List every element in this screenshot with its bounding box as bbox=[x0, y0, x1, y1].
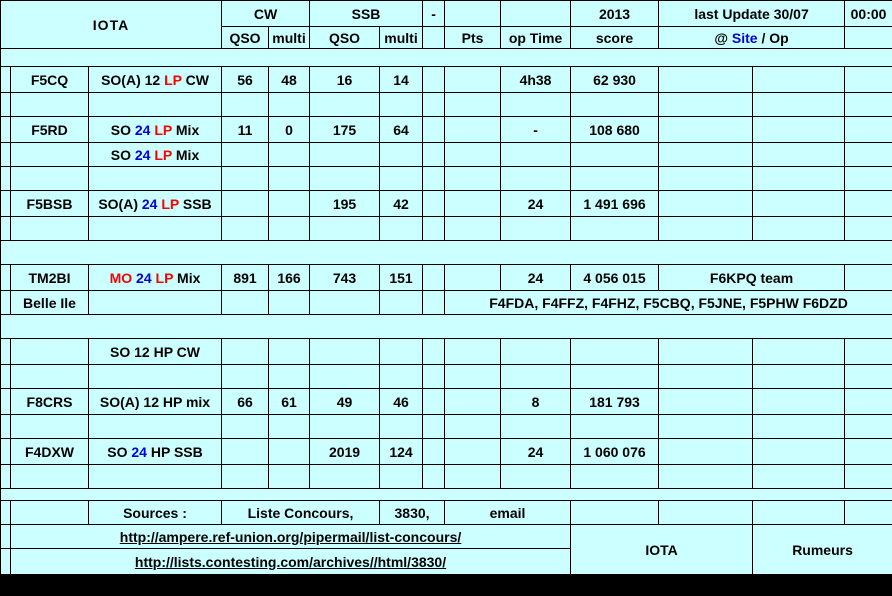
pts-header: Pts bbox=[445, 27, 501, 49]
cw-qso: 66 bbox=[222, 389, 269, 415]
callsign-f5bsb: F5BSB bbox=[11, 191, 89, 217]
empty-row bbox=[1, 93, 892, 117]
cw-qso: 56 bbox=[222, 67, 269, 93]
separator-row bbox=[1, 49, 892, 67]
update-time: 00:00 bbox=[845, 1, 892, 27]
op-time: 4h38 bbox=[501, 67, 571, 93]
source-email: email bbox=[445, 501, 571, 525]
callsign-f4dxw: F4DXW bbox=[11, 439, 89, 465]
ssb-qso: 743 bbox=[310, 265, 380, 291]
category-f5rd: SO 24 LP Mix bbox=[89, 117, 222, 143]
op-time: 24 bbox=[501, 191, 571, 217]
dash-header: - bbox=[423, 1, 445, 27]
separator-row bbox=[1, 241, 892, 265]
ssb-qso-header: QSO bbox=[310, 27, 380, 49]
blank-header-4 bbox=[845, 27, 892, 49]
source-liste-concours: Liste Concours, bbox=[222, 501, 380, 525]
cw-multi: 61 bbox=[269, 389, 310, 415]
separator-row bbox=[1, 489, 892, 501]
blank-header-1 bbox=[445, 1, 501, 27]
ssb-multi: 14 bbox=[380, 67, 423, 93]
callsign-f8crs: F8CRS bbox=[11, 389, 89, 415]
cw-multi: 48 bbox=[269, 67, 310, 93]
ssb-qso: 16 bbox=[310, 67, 380, 93]
sources-label: Sources : bbox=[89, 501, 222, 525]
ssb-qso: 2019 bbox=[310, 439, 380, 465]
blank-header-3 bbox=[423, 27, 445, 49]
ssb-multi: 64 bbox=[380, 117, 423, 143]
cw-qso: 891 bbox=[222, 265, 269, 291]
op-time: 24 bbox=[501, 439, 571, 465]
site-op-header bbox=[659, 27, 845, 49]
score: 108 680 bbox=[571, 117, 659, 143]
category-f5cq: SO(A) 12 LP CW bbox=[89, 67, 222, 93]
location-belle-ile: Belle Ile bbox=[11, 291, 89, 315]
ssb-qso: 49 bbox=[310, 389, 380, 415]
category-tm2bi: MO 24 LP Mix bbox=[89, 265, 222, 291]
table-row bbox=[1, 265, 892, 291]
score-header: score bbox=[571, 27, 659, 49]
callsign-f5rd: F5RD bbox=[11, 117, 89, 143]
ssb-header: SSB bbox=[310, 1, 423, 27]
table-row bbox=[1, 339, 892, 365]
ssb-multi: 151 bbox=[380, 265, 423, 291]
table-row bbox=[1, 143, 892, 167]
operator-list: F4FDA, F4FFZ, F4FHZ, F5CBQ, F5JNE, F5PHW F6DZD bbox=[445, 291, 892, 315]
op-label: Op bbox=[769, 29, 789, 46]
ssb-qso: 175 bbox=[310, 117, 380, 143]
table-row bbox=[1, 291, 892, 315]
cw-qso-header: QSO bbox=[222, 27, 269, 49]
op-time: 24 bbox=[501, 265, 571, 291]
op-time: 8 bbox=[501, 389, 571, 415]
op-time: - bbox=[501, 117, 571, 143]
ssb-multi-header: multi bbox=[380, 27, 423, 49]
callsign-tm2bi: TM2BI bbox=[11, 265, 89, 291]
table-row bbox=[1, 389, 892, 415]
at-label: @ bbox=[714, 29, 729, 46]
ssb-multi: 124 bbox=[380, 439, 423, 465]
ssb-multi: 42 bbox=[380, 191, 423, 217]
site-link[interactable]: Site bbox=[731, 29, 758, 46]
table-row bbox=[1, 117, 892, 143]
table-row bbox=[1, 191, 892, 217]
ssb-qso: 195 bbox=[310, 191, 380, 217]
score: 1 060 076 bbox=[571, 439, 659, 465]
blank-header-2 bbox=[501, 1, 571, 27]
cw-multi-header: multi bbox=[269, 27, 310, 49]
empty-row bbox=[1, 465, 892, 489]
score: 1 491 696 bbox=[571, 191, 659, 217]
last-update-label: last Update 30/07 bbox=[659, 1, 845, 27]
op-time-header: op Time bbox=[501, 27, 571, 49]
callsign-f5cq: F5CQ bbox=[11, 67, 89, 93]
cw-header: CW bbox=[222, 1, 310, 27]
links-row-1 bbox=[1, 525, 892, 549]
table-row bbox=[1, 67, 892, 93]
cw-multi: 0 bbox=[269, 117, 310, 143]
ssb-multi: 46 bbox=[380, 389, 423, 415]
cw-multi: 166 bbox=[269, 265, 310, 291]
empty-row bbox=[1, 217, 892, 241]
category-f5bsb: SO(A) 24 LP SSB bbox=[89, 191, 222, 217]
score: 62 930 bbox=[571, 67, 659, 93]
iota-footer-logo: IOTA bbox=[571, 525, 753, 575]
separator-row bbox=[1, 315, 892, 339]
link-3830-archives[interactable]: http://lists.contesting.com/archives//html/3830/ bbox=[11, 549, 571, 575]
empty-row bbox=[1, 167, 892, 191]
category-f5rd-2: SO 24 LP Mix bbox=[89, 143, 222, 167]
source-3830: 3830, bbox=[380, 501, 445, 525]
sources-row bbox=[1, 501, 892, 525]
link-list-concours[interactable]: http://ampere.ref-union.org/pipermail/list-concours/ bbox=[11, 525, 571, 549]
category-f4dxw: SO 24 HP SSB bbox=[89, 439, 222, 465]
iota-logo: IOTA bbox=[1, 1, 222, 49]
empty-row bbox=[1, 365, 892, 389]
score: 4 056 015 bbox=[571, 265, 659, 291]
year-header: 2013 bbox=[571, 1, 659, 27]
empty-row bbox=[1, 415, 892, 439]
category-f8crs: SO(A) 12 HP mix bbox=[89, 389, 222, 415]
table-row bbox=[1, 439, 892, 465]
slash-label: / bbox=[761, 29, 766, 46]
rumeurs-link[interactable]: Rumeurs bbox=[753, 525, 892, 575]
cw-qso: 11 bbox=[222, 117, 269, 143]
score: 181 793 bbox=[571, 389, 659, 415]
operators: F6KPQ team bbox=[659, 265, 845, 291]
category-so12hp: SO 12 HP CW bbox=[89, 339, 222, 365]
